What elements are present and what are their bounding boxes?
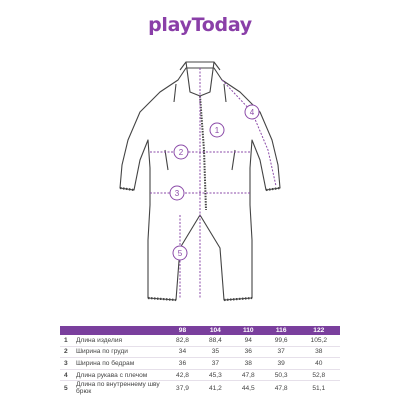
size-header: 98	[166, 326, 199, 335]
row-label: Длина рукава с плечом	[76, 369, 166, 381]
cell-value: 50,3	[265, 369, 298, 381]
cell-value: 45,3	[199, 369, 232, 381]
svg-text:3: 3	[174, 189, 180, 198]
row-label: Длина изделия	[76, 336, 123, 344]
size-header: 116	[265, 326, 298, 335]
table-row	[60, 369, 340, 381]
svg-text:2: 2	[178, 148, 184, 157]
cell-value: 99,6	[274, 336, 288, 344]
cell-value: 51,1	[298, 381, 340, 396]
svg-text:4: 4	[249, 108, 255, 117]
table-row	[60, 381, 340, 396]
measure-line-4	[222, 80, 276, 186]
cell-value: 40	[298, 358, 340, 370]
cell-value: 44,5	[232, 381, 265, 396]
cell-value: 34	[166, 346, 199, 358]
svg-text:1: 1	[214, 126, 220, 135]
table-row	[60, 346, 340, 358]
row-number: 2	[60, 346, 76, 358]
cell-value: 82,8	[176, 336, 189, 344]
measurement-lines	[150, 68, 276, 298]
cell-value: 47,8	[265, 381, 298, 396]
size-table-container	[60, 326, 340, 395]
callout-3	[170, 186, 184, 200]
measurement-callouts	[170, 105, 259, 260]
row-number: 1	[64, 336, 68, 344]
cell-value: 42,8	[166, 369, 199, 381]
cell-value: 39	[265, 358, 298, 370]
callout-4	[245, 105, 259, 119]
cell-value: 37	[265, 346, 298, 358]
cell-value: 37	[199, 358, 232, 370]
row-label: Ширина по бедрам	[76, 358, 166, 370]
cell-value: 36	[232, 346, 265, 358]
row-number: 3	[60, 358, 76, 370]
size-header: 104	[199, 326, 232, 335]
cell-value: 47,8	[232, 369, 265, 381]
size-table	[60, 326, 340, 395]
row-number: 4	[60, 369, 76, 381]
cell-value: 105,2	[310, 336, 328, 344]
callout-1	[210, 123, 224, 137]
cell-value: 38	[298, 346, 340, 358]
cell-value: 37,9	[166, 381, 199, 396]
row-number: 5	[60, 381, 76, 396]
size-header-blank	[60, 326, 166, 335]
cell-value: 88,4	[208, 336, 222, 344]
cell-value: 35	[199, 346, 232, 358]
size-header: 110	[232, 326, 265, 335]
table-row	[60, 358, 340, 370]
table-row	[60, 335, 340, 346]
cell-value: 94	[244, 336, 252, 344]
cell-value: 52,8	[298, 369, 340, 381]
cell-value: 36	[166, 358, 199, 370]
callout-5	[173, 246, 187, 260]
row-label: Ширина по груди	[76, 346, 166, 358]
callout-2	[174, 145, 188, 159]
size-header: 122	[298, 326, 340, 335]
row-label: Длина по внутреннему шву брюк	[76, 381, 166, 396]
brand-logo: playToday	[148, 14, 252, 36]
size-table-header	[60, 326, 340, 335]
svg-text:5: 5	[177, 249, 183, 258]
cell-value: 38	[232, 358, 265, 370]
cell-value: 41,2	[199, 381, 232, 396]
